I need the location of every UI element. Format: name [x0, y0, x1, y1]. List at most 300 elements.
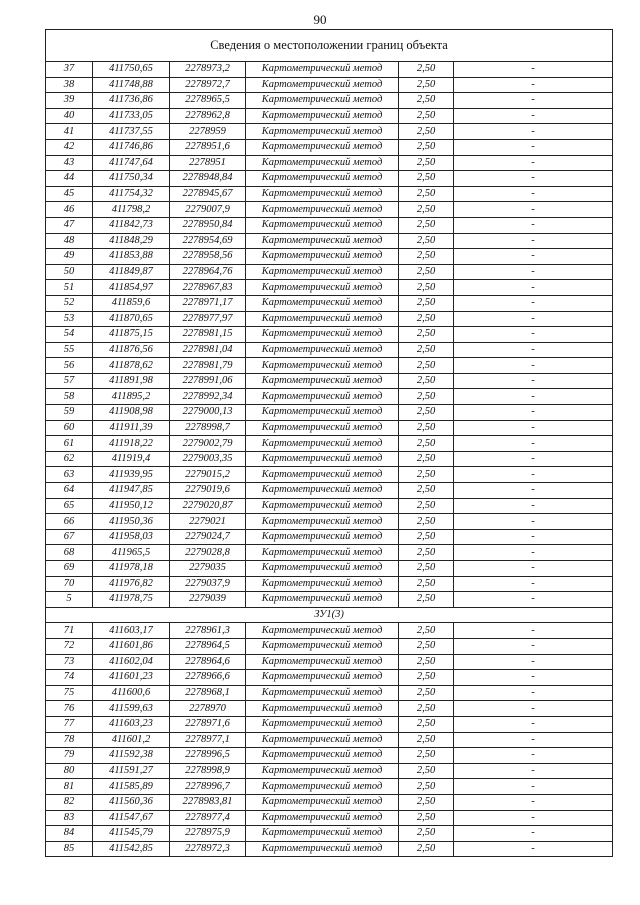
method-cell: Картометрический метод: [246, 451, 399, 467]
x-coordinate-cell: 411560,36: [93, 794, 170, 810]
description-cell: -: [454, 685, 613, 701]
table-row: [46, 794, 613, 810]
y-coordinate-cell: 2278962,8: [170, 108, 246, 124]
description-cell: -: [454, 529, 613, 545]
x-coordinate-cell: 411603,23: [93, 716, 170, 732]
x-coordinate-cell: 411736,86: [93, 93, 170, 109]
method-cell: Картометрический метод: [246, 623, 399, 639]
table-row: [46, 467, 613, 483]
x-coordinate-cell: 411895,2: [93, 389, 170, 405]
point-number-cell: 65: [46, 498, 93, 514]
y-coordinate-cell: 2278977,1: [170, 732, 246, 748]
x-coordinate-cell: 411545,79: [93, 826, 170, 842]
description-cell: -: [454, 405, 613, 421]
description-cell: -: [454, 62, 613, 78]
description-cell: -: [454, 514, 613, 530]
description-cell: -: [454, 638, 613, 654]
y-coordinate-cell: 2278977,97: [170, 311, 246, 327]
y-coordinate-cell: 2278954,69: [170, 233, 246, 249]
description-cell: -: [454, 373, 613, 389]
accuracy-cell: 2,50: [399, 638, 454, 654]
accuracy-cell: 2,50: [399, 436, 454, 452]
point-number-cell: 85: [46, 841, 93, 857]
table-row: [46, 748, 613, 764]
point-number-cell: 42: [46, 139, 93, 155]
accuracy-cell: 2,50: [399, 280, 454, 296]
description-cell: -: [454, 264, 613, 280]
point-number-cell: 68: [46, 545, 93, 561]
description-cell: -: [454, 155, 613, 171]
x-coordinate-cell: 411747,64: [93, 155, 170, 171]
x-coordinate-cell: 411603,17: [93, 623, 170, 639]
point-number-cell: 54: [46, 327, 93, 343]
description-cell: -: [454, 498, 613, 514]
y-coordinate-cell: 2278971,17: [170, 295, 246, 311]
description-cell: -: [454, 826, 613, 842]
method-cell: Картометрический метод: [246, 436, 399, 452]
accuracy-cell: 2,50: [399, 623, 454, 639]
method-cell: Картометрический метод: [246, 483, 399, 499]
table-row: [46, 701, 613, 717]
x-coordinate-cell: 411737,55: [93, 124, 170, 140]
point-number-cell: 61: [46, 436, 93, 452]
point-number-cell: 77: [46, 716, 93, 732]
y-coordinate-cell: 2279020,87: [170, 498, 246, 514]
description-cell: -: [454, 841, 613, 857]
point-number-cell: 80: [46, 763, 93, 779]
accuracy-cell: 2,50: [399, 810, 454, 826]
x-coordinate-cell: 411853,88: [93, 249, 170, 265]
point-number-cell: 39: [46, 93, 93, 109]
y-coordinate-cell: 2278973,2: [170, 62, 246, 78]
y-coordinate-cell: 2278981,79: [170, 358, 246, 374]
y-coordinate-cell: 2278964,5: [170, 638, 246, 654]
method-cell: Картометрический метод: [246, 529, 399, 545]
method-cell: Картометрический метод: [246, 62, 399, 78]
description-cell: -: [454, 139, 613, 155]
x-coordinate-cell: 411591,27: [93, 763, 170, 779]
point-number-cell: 46: [46, 202, 93, 218]
x-coordinate-cell: 411958,03: [93, 529, 170, 545]
point-number-cell: 41: [46, 124, 93, 140]
description-cell: -: [454, 763, 613, 779]
table-row: [46, 826, 613, 842]
y-coordinate-cell: 2279007,9: [170, 202, 246, 218]
y-coordinate-cell: 2278970: [170, 701, 246, 717]
x-coordinate-cell: 411599,63: [93, 701, 170, 717]
point-number-cell: 40: [46, 108, 93, 124]
point-number-cell: 49: [46, 249, 93, 265]
description-cell: -: [454, 108, 613, 124]
description-cell: -: [454, 420, 613, 436]
point-number-cell: 69: [46, 561, 93, 577]
accuracy-cell: 2,50: [399, 763, 454, 779]
description-cell: -: [454, 124, 613, 140]
point-number-cell: 50: [46, 264, 93, 280]
method-cell: Картометрический метод: [246, 124, 399, 140]
y-coordinate-cell: 2278968,1: [170, 685, 246, 701]
y-coordinate-cell: 2278998,7: [170, 420, 246, 436]
method-cell: Картометрический метод: [246, 233, 399, 249]
method-cell: Картометрический метод: [246, 732, 399, 748]
method-cell: Картометрический метод: [246, 186, 399, 202]
x-coordinate-cell: 411950,12: [93, 498, 170, 514]
y-coordinate-cell: 2278964,76: [170, 264, 246, 280]
x-coordinate-cell: 411891,98: [93, 373, 170, 389]
accuracy-cell: 2,50: [399, 233, 454, 249]
accuracy-cell: 2,50: [399, 670, 454, 686]
method-cell: Картометрический метод: [246, 498, 399, 514]
y-coordinate-cell: 2278945,67: [170, 186, 246, 202]
table-row: [46, 373, 613, 389]
accuracy-cell: 2,50: [399, 295, 454, 311]
y-coordinate-cell: 2278992,34: [170, 389, 246, 405]
accuracy-cell: 2,50: [399, 389, 454, 405]
point-number-cell: 53: [46, 311, 93, 327]
point-number-cell: 38: [46, 77, 93, 93]
accuracy-cell: 2,50: [399, 358, 454, 374]
table-row: [46, 108, 613, 124]
point-number-cell: 48: [46, 233, 93, 249]
point-number-cell: 72: [46, 638, 93, 654]
accuracy-cell: 2,50: [399, 342, 454, 358]
y-coordinate-cell: 2278977,4: [170, 810, 246, 826]
point-number-cell: 71: [46, 623, 93, 639]
method-cell: Картометрический метод: [246, 405, 399, 421]
point-number-cell: 55: [46, 342, 93, 358]
y-coordinate-cell: 2279037,9: [170, 576, 246, 592]
section-label: ЗУ1(3): [46, 607, 613, 623]
accuracy-cell: 2,50: [399, 311, 454, 327]
description-cell: -: [454, 451, 613, 467]
method-cell: Картометрический метод: [246, 467, 399, 483]
method-cell: Картометрический метод: [246, 748, 399, 764]
table-row: [46, 202, 613, 218]
table-row: [46, 311, 613, 327]
description-cell: -: [454, 186, 613, 202]
x-coordinate-cell: 411585,89: [93, 779, 170, 795]
description-cell: -: [454, 732, 613, 748]
page-number: 90: [313, 12, 327, 27]
method-cell: Картометрический метод: [246, 826, 399, 842]
table-row: [46, 763, 613, 779]
x-coordinate-cell: 411859,6: [93, 295, 170, 311]
accuracy-cell: 2,50: [399, 701, 454, 717]
accuracy-cell: 2,50: [399, 592, 454, 608]
accuracy-cell: 2,50: [399, 451, 454, 467]
point-number-cell: 51: [46, 280, 93, 296]
method-cell: Картометрический метод: [246, 139, 399, 155]
method-cell: Картометрический метод: [246, 685, 399, 701]
x-coordinate-cell: 411842,73: [93, 217, 170, 233]
x-coordinate-cell: 411547,67: [93, 810, 170, 826]
table-title: Сведения о местоположении границ объекта: [46, 30, 613, 62]
method-cell: Картометрический метод: [246, 545, 399, 561]
point-number-cell: 76: [46, 701, 93, 717]
description-cell: -: [454, 654, 613, 670]
x-coordinate-cell: 411878,62: [93, 358, 170, 374]
accuracy-cell: 2,50: [399, 171, 454, 187]
method-cell: Картометрический метод: [246, 249, 399, 265]
description-cell: -: [454, 389, 613, 405]
description-cell: -: [454, 483, 613, 499]
point-number-cell: 62: [46, 451, 93, 467]
y-coordinate-cell: 2278981,04: [170, 342, 246, 358]
y-coordinate-cell: 2278996,5: [170, 748, 246, 764]
boundary-table-container: [45, 29, 612, 857]
point-number-cell: 75: [46, 685, 93, 701]
accuracy-cell: 2,50: [399, 841, 454, 857]
description-cell: -: [454, 576, 613, 592]
accuracy-cell: 2,50: [399, 794, 454, 810]
method-cell: Картометрический метод: [246, 93, 399, 109]
table-row: [46, 420, 613, 436]
description-cell: -: [454, 561, 613, 577]
accuracy-cell: 2,50: [399, 654, 454, 670]
method-cell: Картометрический метод: [246, 701, 399, 717]
description-cell: -: [454, 233, 613, 249]
y-coordinate-cell: 2278959: [170, 124, 246, 140]
point-number-cell: 45: [46, 186, 93, 202]
description-cell: -: [454, 810, 613, 826]
y-coordinate-cell: 2278951: [170, 155, 246, 171]
x-coordinate-cell: 411592,38: [93, 748, 170, 764]
table-row: [46, 545, 613, 561]
point-number-cell: 57: [46, 373, 93, 389]
x-coordinate-cell: 411870,65: [93, 311, 170, 327]
boundary-coordinates-table: [45, 29, 613, 857]
point-number-cell: 70: [46, 576, 93, 592]
accuracy-cell: 2,50: [399, 779, 454, 795]
table-row: [46, 295, 613, 311]
y-coordinate-cell: 2279028,8: [170, 545, 246, 561]
y-coordinate-cell: 2278967,83: [170, 280, 246, 296]
table-row: [46, 623, 613, 639]
table-row: [46, 498, 613, 514]
x-coordinate-cell: 411746,86: [93, 139, 170, 155]
y-coordinate-cell: 2278983,81: [170, 794, 246, 810]
table-row: [46, 654, 613, 670]
table-row: [46, 576, 613, 592]
point-number-cell: 5: [46, 592, 93, 608]
x-coordinate-cell: 411875,15: [93, 327, 170, 343]
accuracy-cell: 2,50: [399, 529, 454, 545]
table-row: [46, 264, 613, 280]
method-cell: Картометрический метод: [246, 358, 399, 374]
x-coordinate-cell: 411854,97: [93, 280, 170, 296]
description-cell: -: [454, 295, 613, 311]
x-coordinate-cell: 411798,2: [93, 202, 170, 218]
method-cell: Картометрический метод: [246, 763, 399, 779]
x-coordinate-cell: 411965,5: [93, 545, 170, 561]
method-cell: Картометрический метод: [246, 311, 399, 327]
x-coordinate-cell: 411978,18: [93, 561, 170, 577]
section-header-row: [46, 607, 613, 623]
accuracy-cell: 2,50: [399, 576, 454, 592]
method-cell: Картометрический метод: [246, 670, 399, 686]
table-row: [46, 841, 613, 857]
accuracy-cell: 2,50: [399, 327, 454, 343]
x-coordinate-cell: 411911,39: [93, 420, 170, 436]
table-row: [46, 171, 613, 187]
method-cell: Картометрический метод: [246, 373, 399, 389]
method-cell: Картометрический метод: [246, 295, 399, 311]
y-coordinate-cell: 2278948,84: [170, 171, 246, 187]
accuracy-cell: 2,50: [399, 93, 454, 109]
table-row: [46, 155, 613, 171]
x-coordinate-cell: 411950,36: [93, 514, 170, 530]
table-row: [46, 93, 613, 109]
point-number-cell: 44: [46, 171, 93, 187]
table-row: [46, 685, 613, 701]
method-cell: Картометрический метод: [246, 716, 399, 732]
description-cell: -: [454, 436, 613, 452]
description-cell: -: [454, 77, 613, 93]
x-coordinate-cell: 411849,87: [93, 264, 170, 280]
accuracy-cell: 2,50: [399, 685, 454, 701]
table-row: [46, 358, 613, 374]
accuracy-cell: 2,50: [399, 139, 454, 155]
method-cell: Картометрический метод: [246, 514, 399, 530]
point-number-cell: 79: [46, 748, 93, 764]
point-number-cell: 73: [46, 654, 93, 670]
y-coordinate-cell: 2278961,3: [170, 623, 246, 639]
point-number-cell: 56: [46, 358, 93, 374]
point-number-cell: 67: [46, 529, 93, 545]
description-cell: -: [454, 545, 613, 561]
method-cell: Картометрический метод: [246, 561, 399, 577]
table-row: [46, 451, 613, 467]
table-row: [46, 592, 613, 608]
description-cell: -: [454, 202, 613, 218]
point-number-cell: 78: [46, 732, 93, 748]
y-coordinate-cell: 2278965,5: [170, 93, 246, 109]
description-cell: -: [454, 171, 613, 187]
point-number-cell: 66: [46, 514, 93, 530]
method-cell: Картометрический метод: [246, 779, 399, 795]
table-row: [46, 280, 613, 296]
x-coordinate-cell: 411876,56: [93, 342, 170, 358]
accuracy-cell: 2,50: [399, 545, 454, 561]
method-cell: Картометрический метод: [246, 420, 399, 436]
y-coordinate-cell: 2279039: [170, 592, 246, 608]
table-row: [46, 139, 613, 155]
y-coordinate-cell: 2278966,6: [170, 670, 246, 686]
accuracy-cell: 2,50: [399, 373, 454, 389]
x-coordinate-cell: 411542,85: [93, 841, 170, 857]
method-cell: Картометрический метод: [246, 654, 399, 670]
method-cell: Картометрический метод: [246, 389, 399, 405]
y-coordinate-cell: 2279035: [170, 561, 246, 577]
description-cell: -: [454, 249, 613, 265]
x-coordinate-cell: 411919,4: [93, 451, 170, 467]
table-row: [46, 779, 613, 795]
accuracy-cell: 2,50: [399, 249, 454, 265]
accuracy-cell: 2,50: [399, 264, 454, 280]
accuracy-cell: 2,50: [399, 467, 454, 483]
method-cell: Картометрический метод: [246, 77, 399, 93]
method-cell: Картометрический метод: [246, 810, 399, 826]
table-row: [46, 732, 613, 748]
x-coordinate-cell: 411600,6: [93, 685, 170, 701]
method-cell: Картометрический метод: [246, 155, 399, 171]
y-coordinate-cell: 2278991,06: [170, 373, 246, 389]
table-row: [46, 716, 613, 732]
accuracy-cell: 2,50: [399, 202, 454, 218]
description-cell: -: [454, 623, 613, 639]
x-coordinate-cell: 411848,29: [93, 233, 170, 249]
y-coordinate-cell: 2278981,15: [170, 327, 246, 343]
table-row: [46, 483, 613, 499]
table-row: [46, 62, 613, 78]
x-coordinate-cell: 411908,98: [93, 405, 170, 421]
table-row: [46, 124, 613, 140]
accuracy-cell: 2,50: [399, 483, 454, 499]
x-coordinate-cell: 411947,85: [93, 483, 170, 499]
point-number-cell: 81: [46, 779, 93, 795]
method-cell: Картометрический метод: [246, 794, 399, 810]
method-cell: Картометрический метод: [246, 592, 399, 608]
point-number-cell: 74: [46, 670, 93, 686]
table-row: [46, 514, 613, 530]
description-cell: -: [454, 748, 613, 764]
method-cell: Картометрический метод: [246, 638, 399, 654]
y-coordinate-cell: 2279000,13: [170, 405, 246, 421]
accuracy-cell: 2,50: [399, 716, 454, 732]
description-cell: -: [454, 327, 613, 343]
table-row: [46, 405, 613, 421]
description-cell: -: [454, 592, 613, 608]
x-coordinate-cell: 411602,04: [93, 654, 170, 670]
x-coordinate-cell: 411918,22: [93, 436, 170, 452]
point-number-cell: 58: [46, 389, 93, 405]
accuracy-cell: 2,50: [399, 514, 454, 530]
accuracy-cell: 2,50: [399, 62, 454, 78]
method-cell: Картометрический метод: [246, 202, 399, 218]
x-coordinate-cell: 411976,82: [93, 576, 170, 592]
y-coordinate-cell: 2278964,6: [170, 654, 246, 670]
accuracy-cell: 2,50: [399, 124, 454, 140]
y-coordinate-cell: 2279019,6: [170, 483, 246, 499]
table-row: [46, 249, 613, 265]
table-row: [46, 327, 613, 343]
method-cell: Картометрический метод: [246, 576, 399, 592]
x-coordinate-cell: 411978,75: [93, 592, 170, 608]
point-number-cell: 83: [46, 810, 93, 826]
description-cell: -: [454, 217, 613, 233]
y-coordinate-cell: 2279021: [170, 514, 246, 530]
accuracy-cell: 2,50: [399, 77, 454, 93]
description-cell: -: [454, 342, 613, 358]
y-coordinate-cell: 2278951,6: [170, 139, 246, 155]
method-cell: Картометрический метод: [246, 327, 399, 343]
y-coordinate-cell: 2279003,35: [170, 451, 246, 467]
point-number-cell: 47: [46, 217, 93, 233]
x-coordinate-cell: 411939,95: [93, 467, 170, 483]
table-row: [46, 638, 613, 654]
point-number-cell: 52: [46, 295, 93, 311]
x-coordinate-cell: 411601,2: [93, 732, 170, 748]
y-coordinate-cell: 2278972,3: [170, 841, 246, 857]
description-cell: -: [454, 280, 613, 296]
x-coordinate-cell: 411748,88: [93, 77, 170, 93]
table-row: [46, 77, 613, 93]
description-cell: -: [454, 670, 613, 686]
point-number-cell: 63: [46, 467, 93, 483]
table-row: [46, 233, 613, 249]
description-cell: -: [454, 311, 613, 327]
x-coordinate-cell: 411754,32: [93, 186, 170, 202]
